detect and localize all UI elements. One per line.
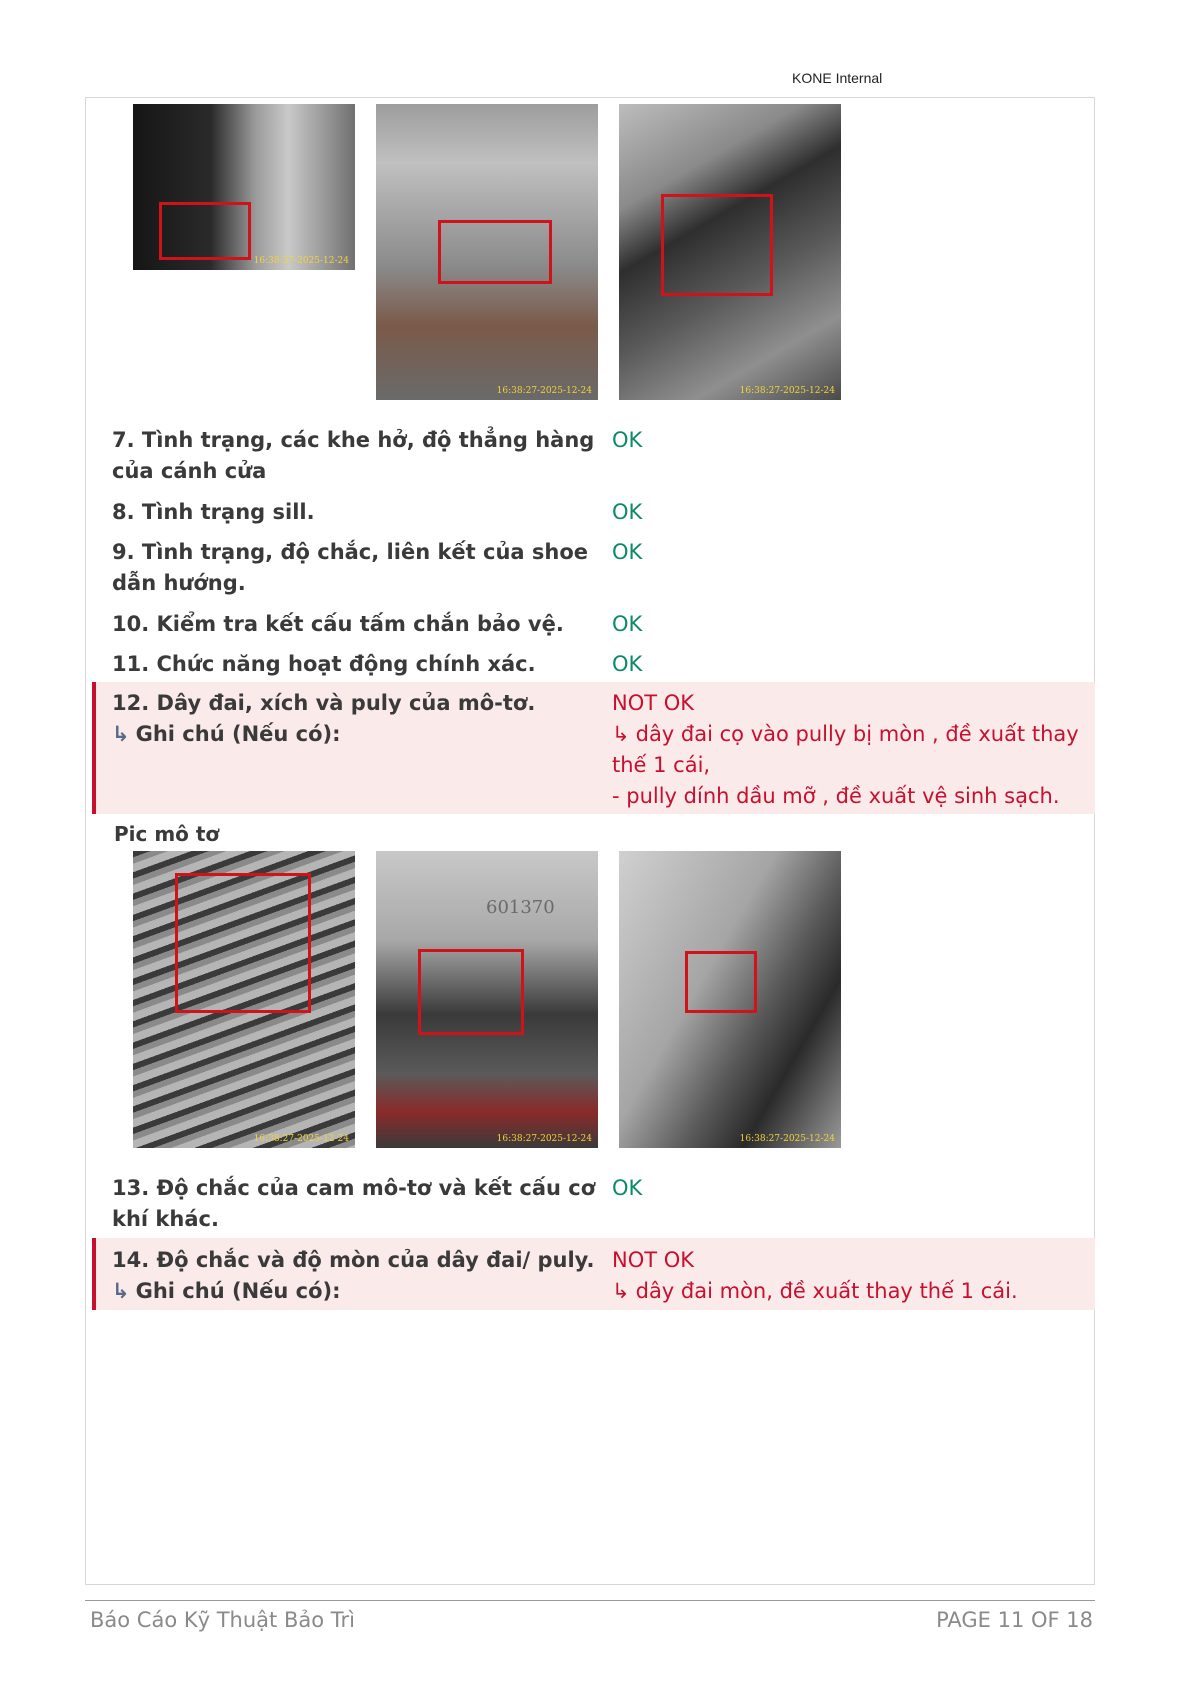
note-label: Ghi chú (Nếu có): (135, 722, 341, 746)
pic-section-title: Pic mô tơ (114, 822, 220, 846)
photo-motor-1 (133, 851, 355, 1148)
status-badge: OK (612, 612, 643, 636)
photo-timestamp: 16:38:27-2025-12-24 (739, 386, 835, 396)
photo-door-panel-1 (133, 104, 355, 270)
highlight-box (438, 220, 552, 284)
photo-timestamp: 16:38:27-2025-12-24 (253, 256, 349, 266)
highlight-box (661, 194, 773, 296)
footer-title: Báo Cáo Kỹ Thuật Bảo Trì (90, 1608, 355, 1632)
photo-timestamp: 16:38:27-2025-12-24 (253, 1134, 349, 1144)
item-value-group (612, 688, 1102, 812)
photo-timestamp: 16:38:27-2025-12-24 (496, 1134, 592, 1144)
item-label: 10. Kiểm tra kết cấu tấm chắn bảo vệ. (112, 612, 564, 636)
footer-divider (85, 1600, 1095, 1601)
status-badge: OK (612, 428, 643, 452)
note-arrow-icon: ↳ (112, 1279, 130, 1303)
photo-motor-2 (376, 851, 598, 1148)
status-badge: OK (612, 500, 643, 524)
item-label: 8. Tình trạng sill. (112, 500, 315, 524)
status-badge: NOT OK (612, 691, 695, 715)
motor-label: 601370 (486, 897, 555, 918)
item-label: 12. Dây đai, xích và puly của mô-tơ. (112, 691, 536, 715)
item-label: 14. Độ chắc và độ mòn của dây đai/ puly. (112, 1248, 595, 1272)
note-arrow-icon: ↳ (112, 722, 130, 746)
item-label-group (112, 688, 602, 750)
status-badge: OK (612, 1176, 643, 1200)
highlight-box (159, 202, 251, 260)
item-label: 9. Tình trạng, độ chắc, liên kết của shoe dẫn hướng. (112, 540, 589, 595)
photo-motor-3 (619, 851, 841, 1148)
note-label: Ghi chú (Nếu có): (135, 1279, 341, 1303)
note-text: dây đai cọ vào pully bị mòn , đề xuất thay thế 1 cái, (612, 722, 1079, 777)
note-row (112, 1276, 602, 1307)
item-label: 13. Độ chắc của cam mô-tơ và kết cấu cơ khí khác. (112, 1176, 596, 1231)
status-badge: OK (612, 652, 643, 676)
item-value-group (612, 1245, 1102, 1307)
highlight-box (418, 949, 524, 1035)
item-label: 7. Tình trạng, các khe hở, độ thẳng hàng của cánh cửa (112, 428, 595, 483)
classification-label: KONE Internal (792, 70, 883, 86)
note-text-1 (612, 1276, 1102, 1307)
item-label-group (112, 1245, 602, 1307)
item-label: 11. Chức năng hoạt động chính xác. (112, 652, 536, 676)
note-arrow-icon: ↳ (612, 722, 630, 746)
photo-timestamp: 16:38:27-2025-12-24 (739, 1134, 835, 1144)
note-text-2: - pully dính dầu mỡ , đề xuất vệ sinh sạch. (612, 784, 1060, 808)
photo-timestamp: 16:38:27-2025-12-24 (496, 386, 592, 396)
page-number: PAGE 11 OF 18 (936, 1608, 1093, 1632)
status-badge: NOT OK (612, 1248, 695, 1272)
note-text: dây đai mòn, đề xuất thay thế 1 cái. (635, 1279, 1018, 1303)
status-badge: OK (612, 540, 643, 564)
note-row (112, 719, 602, 750)
note-arrow-icon: ↳ (612, 1279, 630, 1303)
photo-door-panel-3 (619, 104, 841, 400)
highlight-box (175, 873, 311, 1013)
note-text-1 (612, 719, 1102, 781)
highlight-box (685, 951, 757, 1013)
photo-door-panel-2 (376, 104, 598, 400)
